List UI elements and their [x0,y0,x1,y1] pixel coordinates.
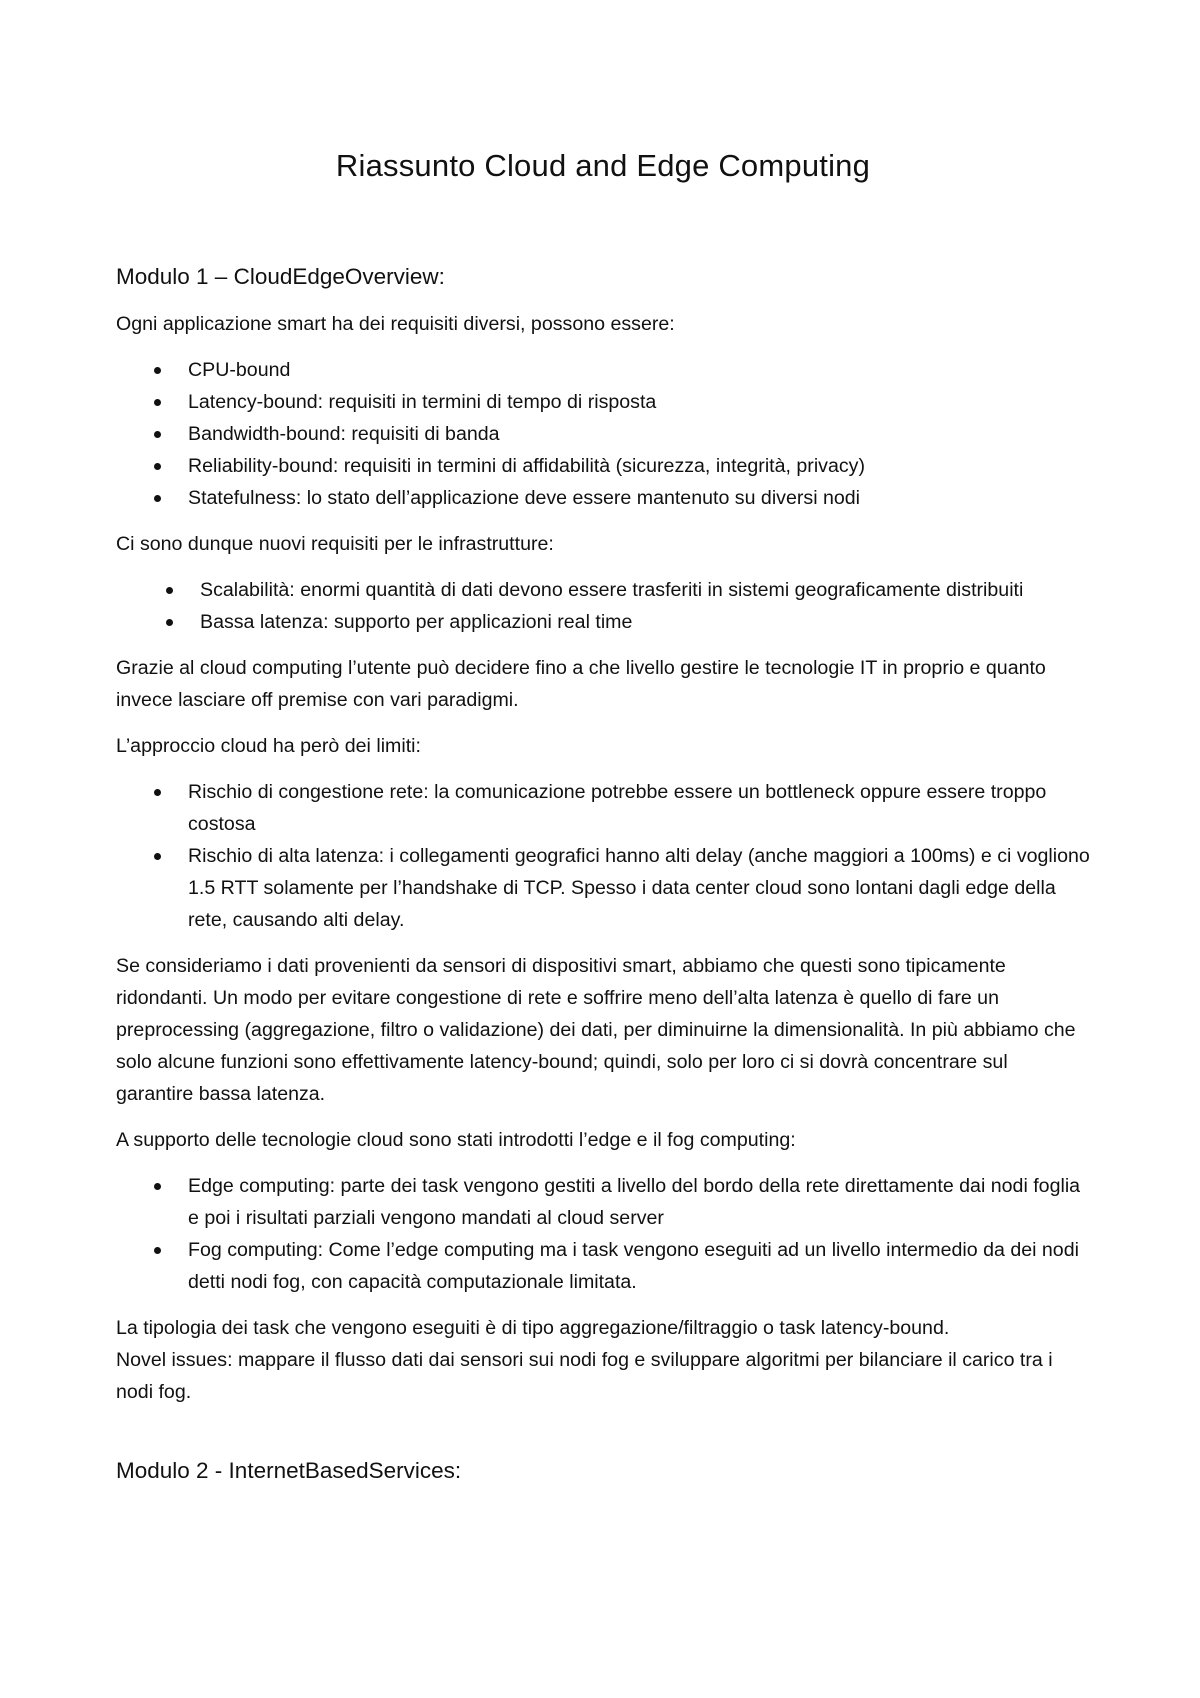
edge-intro: A supporto delle tecnologie cloud sono stati introdotti l’edge e il fog computing: [116,1129,796,1151]
list-item-text: Scalabilità: enormi quantità di dati devono essere trasferiti in sistemi geograficamente distribuiti [200,579,1024,601]
edge-fog-list [116,1170,1090,1298]
list-item [116,450,1090,482]
bullet-icon [154,463,161,470]
list-item [116,574,1090,606]
requirements-intro: Ogni applicazione smart ha dei requisiti diversi, possono essere: [116,313,675,335]
list-item-text: Rischio di alta latenza: i collegamenti geografici hanno alti delay (anche maggiori a 100ms) e ci vogliono 1.5 RTT solamente per l’handshake di TCP. Spesso i data center cloud sono lontani dagli edge della rete, causando alti delay. [188,845,1090,931]
limits-list [116,776,1090,936]
list-item-text: Fog computing: Come l’edge computing ma i task vengono eseguiti ad un livello intermedio da dei nodi detti nodi fog, con capacità computazionale limitata. [188,1239,1079,1293]
list-item-text: Latency-bound: requisiti in termini di tempo di risposta [188,391,657,413]
infra-requirements-list [116,574,1090,638]
list-item [116,840,1090,936]
document-title: Riassunto Cloud and Edge Computing [335,148,871,183]
bullet-icon [166,619,173,626]
bullet-icon [154,789,161,796]
tasks-paragraph [116,1312,1090,1408]
list-item-text: Reliability-bound: requisiti in termini di affidabilità (sicurezza, integrità, privacy) [188,455,865,477]
cloud-paragraph: Grazie al cloud computing l’utente può decidere fino a che livello gestire le tecnologie IT in proprio e quanto invece lasciare off premise con vari paradigmi. [116,657,1046,711]
bullet-icon [154,495,161,502]
section-spacer [116,1408,1090,1456]
bullet-icon [154,853,161,860]
list-item [116,386,1090,418]
module-2-heading: Modulo 2 - InternetBasedServices: [116,1458,462,1483]
bullet-icon [154,1247,161,1254]
bullet-icon [154,367,161,374]
list-item [116,354,1090,386]
list-item [116,606,1090,638]
list-item [116,1234,1090,1298]
list-item [116,1170,1090,1234]
list-item-text: Bandwidth-bound: requisiti di banda [188,423,500,445]
list-item [116,776,1090,840]
tasks-text-line-2: Novel issues: mappare il flusso dati dai sensori sui nodi fog e sviluppare algoritmi per bilanciare il carico tra i nodi fog. [116,1349,1053,1403]
list-item [116,482,1090,514]
limits-intro: L’approccio cloud ha però dei limiti: [116,735,421,757]
bullet-icon [154,1183,161,1190]
requirements-list [116,354,1090,514]
sensors-paragraph: Se consideriamo i dati provenienti da sensori di dispositivi smart, abbiamo che questi sono tipicamente ridondanti. Un modo per evitare congestione di rete e soffrire meno dell’alta latenza è quello di fare un preprocessing (aggregazione, filtro o validazione) dei dati, per diminuirne la dimensionalità. In più abbiamo che solo alcune funzioni sono effettivamente latency-bound; quindi, solo per loro ci si dovrà concentrare sul garantire bassa latenza. [116,955,1076,1105]
tasks-text-line-1: La tipologia dei task che vengono eseguiti è di tipo aggregazione/filtraggio o task latency-bound. [116,1317,950,1339]
list-item [116,418,1090,450]
list-item-text: Edge computing: parte dei task vengono gestiti a livello del bordo della rete direttamente dai nodi foglia e poi i risultati parziali vengono mandati al cloud server [188,1175,1081,1229]
list-item-text: Bassa latenza: supporto per applicazioni real time [200,611,633,633]
bullet-icon [154,431,161,438]
list-item-text: Rischio di congestione rete: la comunicazione potrebbe essere un bottleneck oppure essere troppo costosa [188,781,1047,835]
bullet-icon [154,399,161,406]
module-1-heading: Modulo 1 – CloudEdgeOverview: [116,264,445,289]
infra-intro: Ci sono dunque nuovi requisiti per le infrastrutture: [116,533,554,555]
list-item-text: Statefulness: lo stato dell’applicazione deve essere mantenuto su diversi nodi [188,487,861,509]
bullet-icon [166,587,173,594]
list-item-text: CPU-bound [188,359,291,381]
